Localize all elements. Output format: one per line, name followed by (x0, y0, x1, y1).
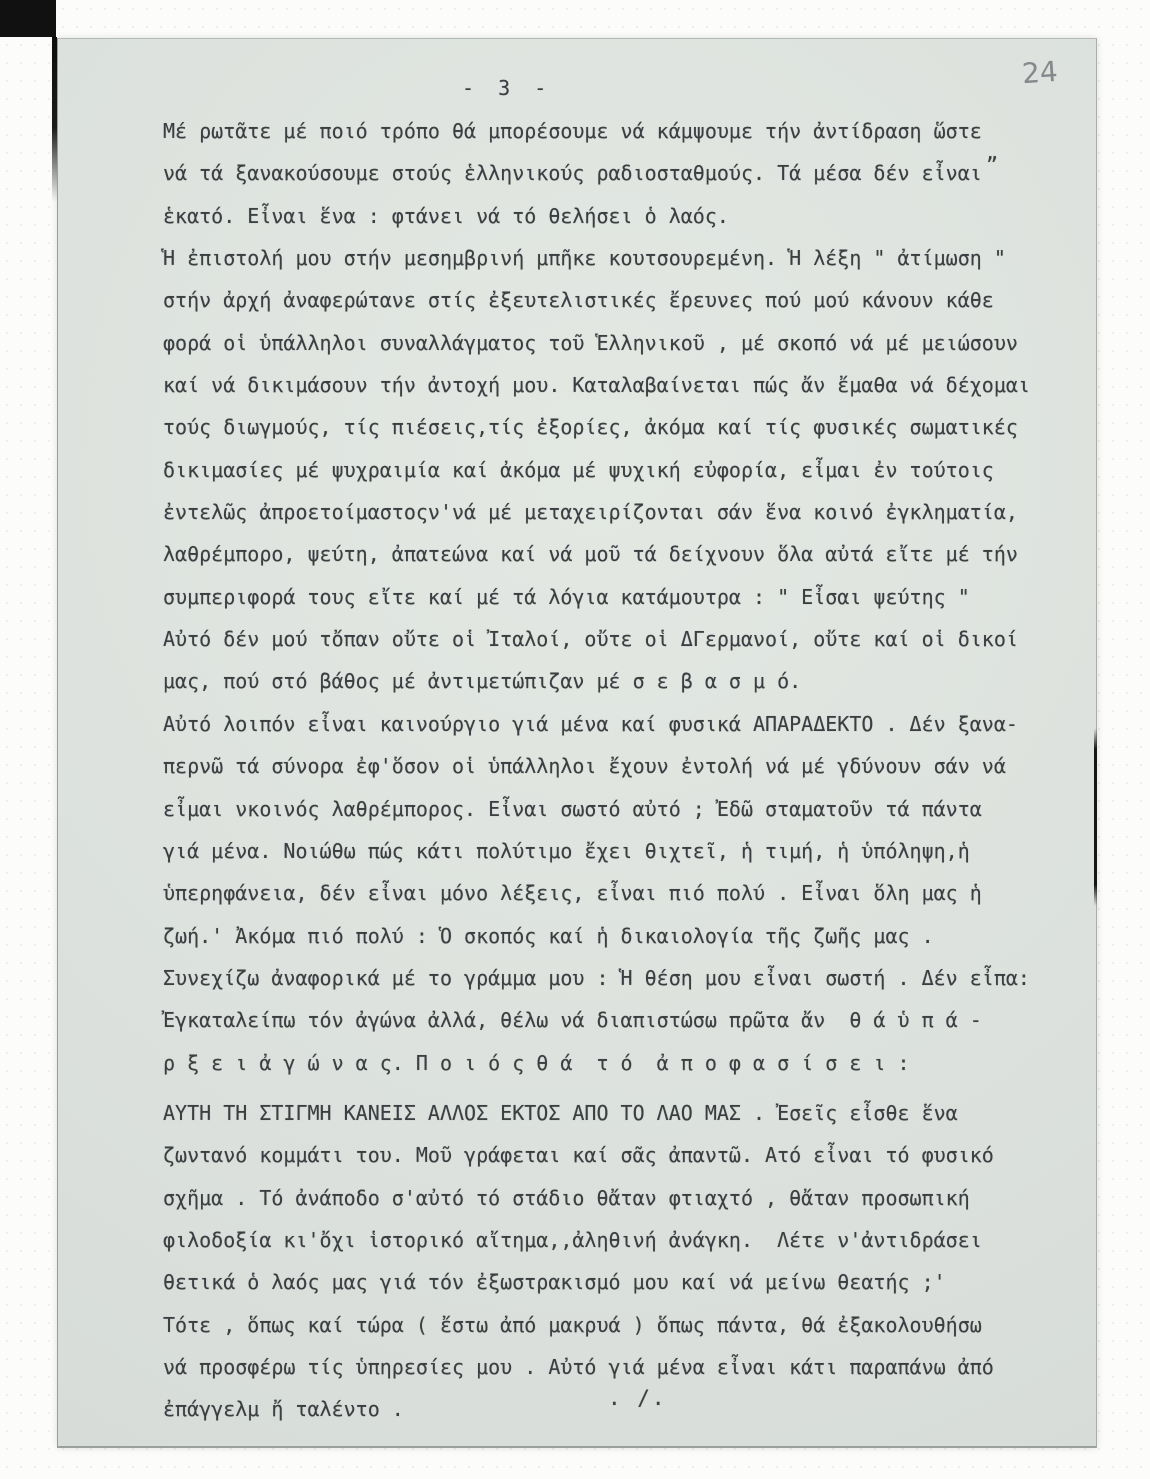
text-line: ρ ξ ε ι ἀ γ ώ ν α ς. Π ο ι ό ς θ ά τ ό ἀ π ο φ α σ ί σ ε ι : (163, 1050, 910, 1075)
text-line: ζωή.' Ἀκόμα πιό πολύ : Ὁ σκοπός καί ἡ δικαιολογία τῆς ζωῆς μας . (163, 923, 934, 948)
text-line: ἑκατό. Εἶναι ἕνα : φτάνει νά τό θελήσει ὁ λαός. (163, 203, 729, 228)
text-line: σχῆμα . Τό ἀνάποδο σ'αὐτό τό στάδιο θἄταν φτιαχτό , θἄταν προσωπική (163, 1185, 970, 1210)
text-line: φιλοδοξία κι'ὄχι ἱστορικό αἴτημα,,ἀληθινή ἀνάγκη. Λέτε ν'ἀντιδράσει (163, 1227, 982, 1252)
text-line: νά προσφέρω τίς ὑπηρεσίες μου . Αὐτό γιά μένα εἶναι κάτι παραπάνω ἀπό (163, 1354, 994, 1379)
text-line: συμπεριφορά τους εἴτε καί μέ τά λόγια κατάμουτρα : " Εἶσαι ψεύτης " (163, 584, 970, 609)
text-line: Ἐγκαταλείπω τόν ἀγώνα ἀλλά, θέλω νά διαπιστώσω πρῶτα ἄν θ ά ὑ π ά - (163, 1008, 982, 1033)
text-line: Αὐτό δέν μού τὄπαν οὔτε οἱ Ἰταλοί, οὔτε οἱ ΔΓερμανοί, οὔτε καί οἱ δικοί (163, 627, 1018, 652)
text-line: στήν ἀρχή ἀναφερώτανε στίς ἐξευτελιστικές ἔρευνες πού μού κάνουν κάθε (163, 288, 994, 313)
end-of-page-mark: . /. (608, 1386, 667, 1410)
scan-edge-artifact (1094, 728, 1097, 906)
text-line: ὑπερηφάνεια, δέν εἶναι μόνο λέξεις, εἶναι πιό πολύ . Εἶναι ὅλη μας ἡ (163, 881, 982, 906)
text-line: Μέ ρωτᾶτε μέ ποιό τρόπο θά μπορέσουμε νά κάμψουμε τήν ἀντίδραση ὥστε (163, 119, 982, 143)
text-line: θετικά ὁ λαός μας γιά τόν ἐξωστρακισμό μου καί νά μείνω θεατής ;' (163, 1270, 946, 1295)
text-line: Ἡ ἐπιστολή μου στήν μεσημβρινή μπῆκε κουτσουρεμένη. Ἡ λέξη " ἀτίμωση " (163, 246, 1006, 271)
text-line: ἐπάγγελμ ἤ ταλέντο . (163, 1397, 404, 1422)
text-line: ΑΥΤΗ ΤΗ ΣΤΙΓΜΗ ΚΑΝΕΙΣ ΑΛΛΟΣ ΕΚΤΟΣ ΑΠΟ ΤΟ ΛΑΟ ΜΑΣ . Ἐσεῖς εἶσθε ἕνα (163, 1100, 958, 1125)
text-line: ἐντελῶς ἀπροετοίμαστοςν'νά μέ μεταχειρίζονται σάν ἕνα κοινό ἐγκληματία, (163, 500, 1018, 525)
text-line: Αὐτό λοιπόν εἶναι καινούργιο γιά μένα καί φυσικά ΑΠΑΡΑΔΕΚΤΟ . Δέν ξανα- (163, 711, 1018, 736)
typed-text-body (163, 110, 1093, 1431)
text-line: καί νά δικιμάσουν τήν ἀντοχή μου. Καταλαβαίνεται πώς ἄν ἔμαθα νά δέχομαι (163, 373, 1030, 398)
page-corner-number: 24 (1020, 54, 1059, 91)
text-line: φορά οἱ ὑπάλληλοι συναλλάγματος τοῦ Ἑλληνικοῦ , μέ σκοπό νά μέ μειώσουν (163, 330, 1018, 355)
text-line: εἶμαι νκοινός λαθρέμπορος. Εἶναι σωστό αὐτό ; Ἐδῶ σταματοῦν τά πάντα (163, 796, 982, 821)
text-line: Συνεχίζω ἀναφορικά μέ το γράμμα μου : Ἡ θέση μου εἶναι σωστή . Δέν εἶπα: (163, 965, 1030, 990)
text-line: ζωντανό κομμάτι του. Μοῦ γράφεται καί σᾶς ἀπαντῶ. Ατό εἶναι τό φυσικό (163, 1143, 994, 1168)
text-line: λαθρέμπορο, ψεύτη, ἀπατεώνα καί νά μοῦ τά δείχνουν ὅλα αὐτά εἴτε μέ τήν (163, 542, 1018, 567)
scan-edge-artifact (52, 37, 57, 202)
text-line: νά τά ξανακούσουμε στούς ἑλληνικούς ραδιοσταθμούς. Τά μέσα δέν εἶναι (163, 161, 982, 186)
scan-edge-artifact (0, 0, 56, 37)
text-line: δικιμασίες μέ ψυχραιμία καί ἀκόμα μέ ψυχική εὐφορία, εἶμαι ἐν τούτοις (163, 457, 994, 482)
text-line: τούς διωγμούς, τίς πιέσεις,τίς ἐξορίες, ἀκόμα καί τίς φυσικές σωματικές (163, 415, 1018, 440)
text-line: Τότε , ὅπως καί τώρα ( ἔστω ἀπό μακρυά ) ὅπως πάντα, θά ἐξακολουθήσω (163, 1312, 982, 1337)
text-line: περνῶ τά σύνορα ἐφ'ὅσον οἱ ὑπάλληλοι ἔχουν ἐντολή νά μέ γδύνουν σάν νά (163, 754, 1006, 779)
page-number-header: - 3 - (462, 76, 547, 100)
text-line: γιά μένα. Νοιώθω πώς κάτι πολύτιμο ἔχει θιχτεῖ, ἡ τιμή, ἡ ὑπόληψη,ἡ (163, 838, 970, 863)
typewriter-correction-mark: „ (986, 140, 999, 164)
text-line: μας, πού στό βάθος μέ ἀντιμετώπιζαν μέ σ ε β α σ μ ό. (163, 669, 802, 694)
